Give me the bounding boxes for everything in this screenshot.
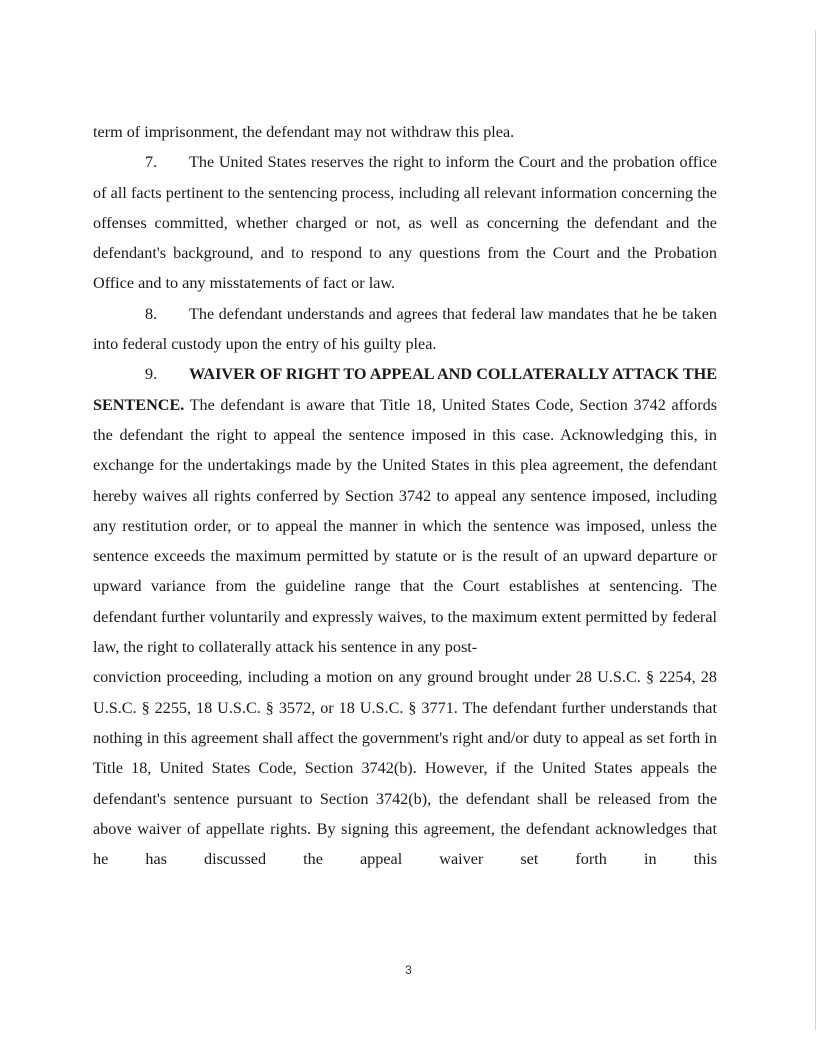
page-edge-line bbox=[815, 30, 816, 1030]
paragraph-text: The defendant understands and agrees that federal law mandates that he be taken into federal custody upon the entry of his guilty plea. bbox=[93, 304, 717, 354]
paragraph-number: 8. bbox=[145, 304, 158, 323]
carryover-line: term of imprisonment, the defendant may not withdraw this plea. bbox=[93, 123, 515, 141]
paragraph-7 bbox=[93, 147, 717, 298]
paragraph-8 bbox=[93, 299, 717, 360]
page-number: 3 bbox=[405, 963, 412, 977]
paragraph-text: The United States reserves the right to inform the Court and the probation office of all facts pertinent to the sentencing process, including all relevant information concerning the offenses committed, whether charged or not, as well as concerning the defendant and the defendant's background, and to respond to any questions from the Court and the Probation Office and to any misstatements of fact or law. bbox=[93, 153, 717, 293]
paragraph-number: 7. bbox=[145, 153, 158, 172]
paragraph-number: 9. bbox=[145, 365, 158, 384]
paragraph-9-continuation: conviction proceeding, including a motion on any ground brought under 28 U.S.C. § 2254, 28 U.S.C. § 2255, 18 U.S.C. § 3572, or 18 U.S.C. § 3771. The defendant further understands that nothing in this agreement shall affect the government's right and/or duty to appeal as set forth in Title 18, United States Code, Section 3742(b). However, if the United States appeals the defendant's sentence pursuant to Section 3742(b), the defendant shall be released from the above waiver of appellate rights. By signing this agreement, the defendant acknowledges that he has discussed the appeal waiver set forth in this bbox=[93, 668, 717, 869]
paragraph-9 bbox=[93, 359, 717, 662]
document-body bbox=[93, 117, 717, 874]
paragraph-text: The defendant is aware that Title 18, United States Code, Section 3742 affords the defendant the right to appeal the sentence imposed in this case. Acknowledging this, in exchange for the undertakings made by the United States in this plea agreement, the defendant hereby waives all rights conferred by Section 3742 to appeal any sentence imposed, including any restitution order, or to appeal the manner in which the sentence was imposed, unless the sentence exceeds the maximum permitted by statute or is the result of an upward departure or upward variance from the guideline range that the Court establishes at sentencing. The defendant further voluntarily and expressly waives, to the maximum extent permitted by federal law, the right to collaterally attack his sentence in any post- bbox=[93, 395, 717, 657]
paragraph-heading: WAIVER OF RIGHT TO APPEAL AND COLLATERALLY ATTACK THE SENTENCE. bbox=[93, 365, 717, 414]
